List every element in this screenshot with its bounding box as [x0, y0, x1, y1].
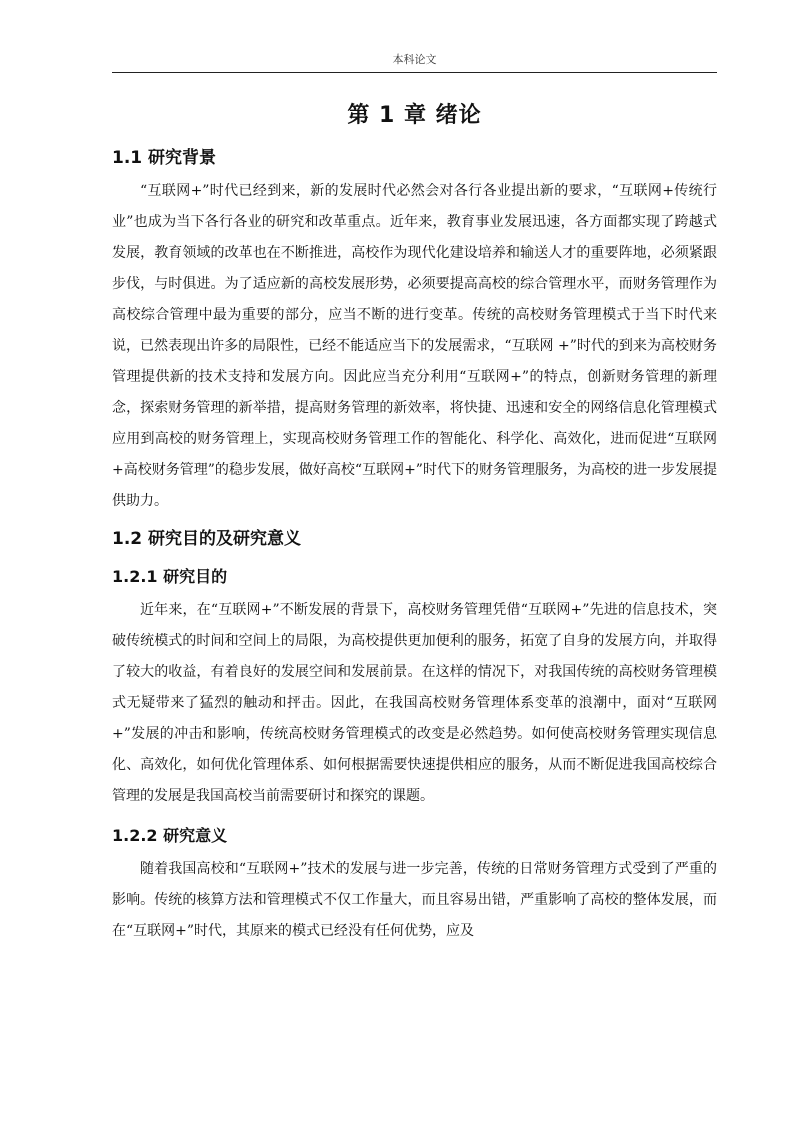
subsection-heading-1-2-2: 1.2.2 研究意义	[112, 826, 228, 845]
page-body	[112, 96, 717, 947]
subsection-paragraph-1-2-2: 随着我国高校和“互联网+”技术的发展与进一步完善，传统的日常财务管理方式受到了严重的影响。传统的核算方法和管理模式不仅工作量大，而且容易出错，严重影响了高校的整体发展，而在“互联网+”时代，其原来的模式已经没有任何优势，应及	[112, 861, 717, 939]
section-paragraph-1-1: “互联网+”时代已经到来，新的发展时代必然会对各行各业提出新的要求，“互联网+传统行业”也成为当下各行各业的研究和改革重点。近年来，教育事业发展迅速，各方面都实现了跨越式发展，教育领域的改革也在不断推进，高校作为现代化建设培养和输送人才的重要阵地，必须紧跟步伐，与时俱进。为了适应新的高校发展形势，必须要提高高校的综合管理水平，而财务管理作为高校综合管理中最为重要的部分，应当不断的进行变革。传统的高校财务管理模式于当下时代来说，已然表现出许多的局限性，已经不能适应当下的发展需求，“互联网 +”时代的到来为高校财务管理提供新的技术支持和发展方向。因此应当充分利用“互联网+”的特点，创新财务管理的新理念，探索财务管理的新举措，提高财务管理的新效率，将快捷、迅速和安全的网络信息化管理模式应用到高校的财务管理上，实现高校财务管理工作的智能化、科学化、高效化，进而促进“互联网+高校财务管理”的稳步发展，做好高校“互联网+”时代下的财务管理服务，为高校的进一步发展提供助力。	[112, 183, 717, 509]
subsection-heading-1-2-1: 1.2.1 研究目的	[112, 567, 228, 586]
subsection-paragraph-1-2-1: 近年来，在“互联网+”不断发展的背景下，高校财务管理凭借“互联网+”先进的信息技术，突破传统模式的时间和空间上的局限，为高校提供更加便利的服务，拓宽了自身的发展方向，并取得了较大的收益，有着良好的发展空间和发展前景。在这样的情况下，对我国传统的高校财务管理模式无疑带来了猛烈的触动和抨击。因此，在我国高校财务管理体系变革的浪潮中，面对“互联网+”发展的冲击和影响，传统高校财务管理模式的改变是必然趋势。如何使高校财务管理实现信息化、高效化，如何优化管理体系、如何根据需要快速提供相应的服务，从而不断促进我国高校综合管理的发展是我国高校当前需要研讨和探究的课题。	[112, 602, 717, 804]
section-heading-1-2: 1.2 研究目的及研究意义	[112, 529, 302, 549]
section-heading-1-1: 1.1 研究背景	[112, 148, 217, 168]
running-header: 本科论文	[392, 53, 437, 66]
chapter-title: 第 1 章 绪论	[347, 103, 482, 128]
header-rule	[112, 72, 717, 73]
